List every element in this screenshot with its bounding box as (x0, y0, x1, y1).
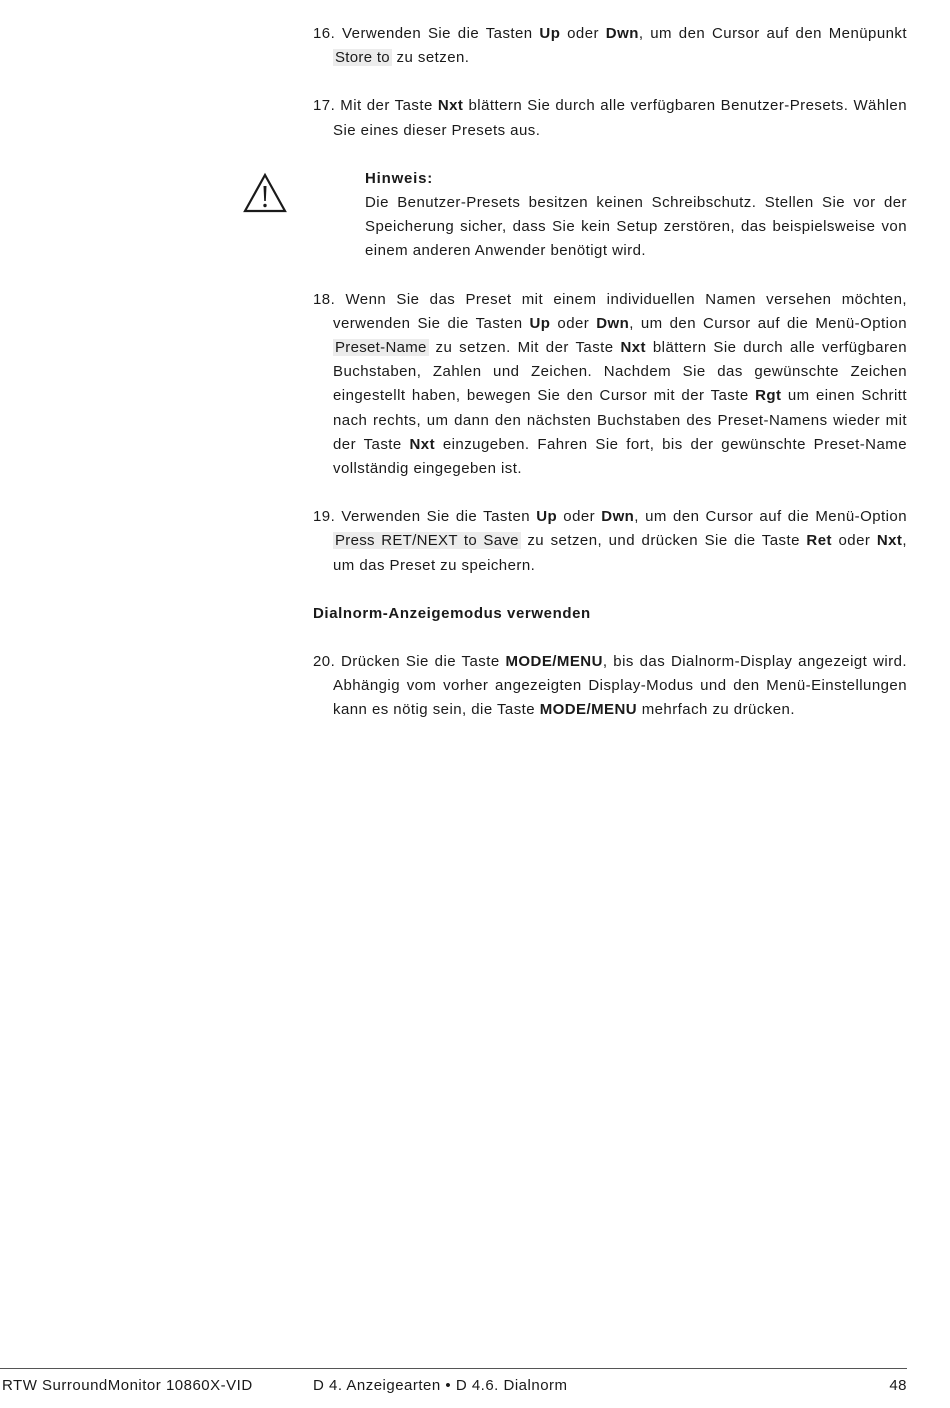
section-heading: Dialnorm-Anzeigemodus verwenden (313, 604, 591, 622)
key-up: Up (536, 508, 558, 526)
key-nxt: Nxt (409, 435, 436, 453)
key-dwn: Dwn (601, 508, 635, 526)
key-dwn: Dwn (605, 25, 639, 42)
footer-section-path: D 4. Anzeigearten • D 4.6. Dialnorm (313, 1377, 568, 1394)
note-title: Hinweis: (365, 169, 434, 187)
step-16: 16. Verwenden Sie die Tasten Up oder Dwn, um den Cursor auf den Menüpunkt Store to zu setzen. (313, 25, 907, 67)
key-ret: Ret (806, 532, 832, 550)
key-up: Up (539, 25, 561, 42)
menu-option-store-to: Store to (335, 49, 390, 67)
footer-product-name: RTW SurroundMonitor 10860X-VID (2, 1377, 253, 1394)
key-nxt: Nxt (437, 97, 464, 115)
document-body (313, 22, 907, 747)
key-mode-menu: MODE/MENU (505, 653, 603, 671)
note-block (365, 167, 907, 264)
menu-option-press-ret-next: Press RET/NEXT to Save (335, 532, 519, 550)
step-19: 19. Verwenden Sie die Tasten Up oder Dwn, um den Cursor auf die Menü-Option Press RET/NEXT to Save zu setzen, und drücken Sie die Taste Ret oder Nxt, um das Preset zu speichern. (313, 508, 908, 574)
key-nxt: Nxt (876, 532, 903, 550)
step-17: 17. Mit der Taste Nxt blättern Sie durch alle verfügbaren Benutzer-Presets. Wählen Sie eines dieser Presets aus. (313, 97, 908, 139)
key-nxt: Nxt (620, 339, 646, 357)
page-number: 48 (889, 1377, 907, 1394)
note-text: Die Benutzer-Presets besitzen keinen Schreibschutz. Stellen Sie vor der Speicherung sicher, dass Sie kein Setup zerstören, das beispielsweise von einem anderen Anwender benötigt wird. (365, 194, 907, 260)
key-up: Up (529, 314, 551, 332)
key-mode-menu: MODE/MENU (539, 701, 638, 719)
step-20: 20. Drücken Sie die Taste MODE/MENU, bis das Dialnorm-Display angezeigt wird. Abhängig vom vorher angezeigten Display-Modus und den Menü-Einstellungen kann es nötig sein, die Taste MODE/MENU mehrfach zu drücken. (313, 653, 907, 719)
menu-option-preset-name: Preset-Name (335, 339, 427, 357)
warning-triangle-icon (242, 172, 288, 214)
step-18: 18. Wenn Sie das Preset mit einem individuellen Namen versehen möchten, verwenden Sie die Tasten Up oder Dwn, um den Cursor auf die Menü-Option Preset-Name zu setzen. Mit der Taste Nxt blättern Sie durch alle verfügbaren Buchstaben, Zahlen und Zeichen. Nachdem Sie das gewünschte Zeichen eingestellt haben, bewegen Sie den Cursor mit der Taste Rgt um einen Schritt nach rechts, um dann den nächsten Buchstaben des Preset-Namens wieder mit der Taste Nxt einzugeben. Fahren Sie fort, bis der gewünschte Preset-Name vollständig eingegeben ist. (313, 290, 907, 478)
key-rgt: Rgt (755, 387, 782, 405)
key-dwn: Dwn (596, 314, 630, 332)
footer-divider (0, 1368, 907, 1369)
